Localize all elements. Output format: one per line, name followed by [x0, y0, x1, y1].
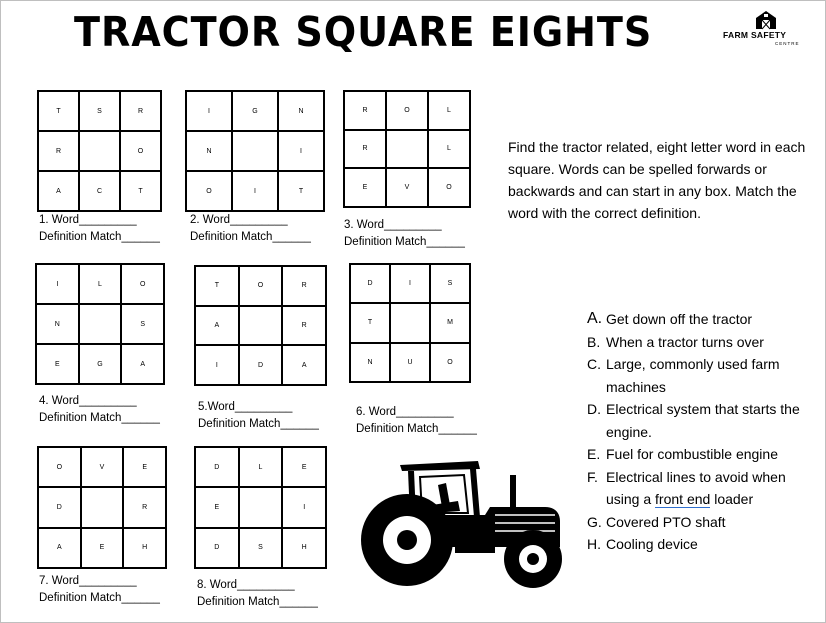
word-label: 3. Word	[344, 219, 385, 231]
grid-cell: A	[282, 345, 326, 385]
definition-text: Electrical system that starts the engine.	[606, 401, 800, 440]
logo-name: FARM SAFETY	[723, 30, 787, 40]
grid-cell: O	[186, 171, 232, 211]
definition-key: H.	[587, 536, 601, 552]
grid-cell: D	[38, 487, 81, 527]
word-label: 8. Word	[197, 579, 238, 591]
grid-cell: S	[239, 528, 283, 568]
match-label: Definition Match	[190, 231, 273, 243]
grid-cell: S	[121, 304, 164, 344]
definition-text-after: loader	[710, 491, 754, 507]
word-label: 6. Word	[356, 406, 397, 418]
definition-text: Fuel for combustible engine	[606, 446, 778, 462]
barn-icon	[753, 10, 779, 30]
grid-cell: G	[232, 91, 278, 131]
grid-cell: D	[239, 345, 283, 385]
definition-text: Covered PTO shaft	[606, 513, 726, 530]
grid-cell: I	[278, 131, 324, 171]
word-label: 1. Word	[39, 214, 80, 226]
answer-label-2[interactable]: 2. Word_________ Definition Match______	[190, 214, 311, 243]
grid-cell: T	[195, 266, 239, 306]
answer-label-5[interactable]: 5.Word_________ Definition Match______	[198, 401, 319, 430]
puzzle-grid-5	[194, 265, 327, 386]
definition-item	[587, 511, 822, 534]
grid-cell: A	[38, 528, 81, 568]
grid-cell: E	[282, 447, 326, 487]
logo-subtitle: CENTRE	[775, 41, 800, 46]
definition-key: B.	[587, 333, 601, 350]
definition-item	[587, 466, 822, 511]
definition-key: C.	[587, 356, 601, 372]
grid-cell: A	[121, 344, 164, 384]
spellcheck-underlined-text: front end	[655, 491, 711, 507]
definition-key: D.	[587, 401, 601, 417]
tractor-icon	[360, 455, 575, 590]
grid-cell: U	[390, 343, 430, 382]
definition-text-before: Electrical lines to avoid when using a	[606, 468, 786, 507]
grid-cell: R	[123, 487, 166, 527]
answer-label-7[interactable]: 7. Word_________ Definition Match______	[39, 575, 160, 604]
grid-cell: E	[81, 528, 124, 568]
grid-cell: H	[123, 528, 166, 568]
puzzle-grid-4	[35, 263, 165, 385]
grid-cell: L	[79, 264, 122, 304]
puzzle-grid-3	[343, 90, 471, 208]
grid-cell: M	[430, 303, 470, 342]
grid-cell: O	[386, 91, 428, 130]
grid-cell: L	[428, 130, 470, 169]
grid-cell: I	[390, 264, 430, 303]
grid-cell: S	[79, 91, 120, 131]
match-label: Definition Match	[39, 592, 122, 604]
grid-cell-blank	[386, 130, 428, 169]
definition-item	[587, 443, 822, 466]
definition-text: Cooling device	[606, 536, 698, 552]
grid-cell: T	[278, 171, 324, 211]
grid-cell: E	[36, 344, 79, 384]
match-label: Definition Match	[356, 423, 439, 435]
word-label: 7. Word	[39, 575, 80, 587]
answer-label-4[interactable]: 4. Word_________ Definition Match______	[39, 395, 160, 424]
answer-label-3[interactable]: 3. Word_________ Definition Match______	[344, 219, 465, 248]
page-title: TRACTOR SQUARE EIGHTS	[74, 8, 653, 56]
match-label: Definition Match	[198, 418, 281, 430]
puzzle-grid-7	[37, 446, 167, 569]
grid-cell: O	[239, 266, 283, 306]
match-label: Definition Match	[344, 236, 427, 248]
grid-cell: V	[81, 447, 124, 487]
grid-cell: G	[79, 344, 122, 384]
definition-text	[606, 466, 822, 511]
farm-safety-logo	[723, 10, 807, 50]
grid-cell: L	[428, 91, 470, 130]
grid-cell: I	[282, 487, 326, 527]
answer-label-8[interactable]: 8. Word_________ Definition Match______	[197, 579, 318, 608]
grid-cell-blank	[232, 131, 278, 171]
grid-cell: O	[428, 168, 470, 207]
grid-cell: O	[120, 131, 161, 171]
grid-cell: E	[123, 447, 166, 487]
grid-cell: E	[195, 487, 239, 527]
grid-cell: L	[239, 447, 283, 487]
puzzle-grid-1	[37, 90, 162, 212]
grid-cell: D	[195, 447, 239, 487]
answer-label-1[interactable]: 1. Word_________ Definition Match______	[39, 214, 160, 243]
grid-cell: A	[38, 171, 79, 211]
grid-cell: R	[282, 306, 326, 346]
definition-item	[587, 398, 822, 443]
instructions-text: Find the tractor related, eight letter word in each square. Words can be spelled forwards or backwards and can start in any box. Match the word with the correct definition.	[508, 139, 806, 221]
definition-item	[587, 308, 822, 331]
grid-cell-blank	[79, 304, 122, 344]
grid-cell: T	[120, 171, 161, 211]
grid-cell-blank	[79, 131, 120, 171]
match-label: Definition Match	[197, 596, 280, 608]
grid-cell: R	[120, 91, 161, 131]
definition-key: E.	[587, 446, 601, 462]
grid-cell: V	[386, 168, 428, 207]
grid-cell: N	[36, 304, 79, 344]
match-label: Definition Match	[39, 412, 122, 424]
grid-cell: D	[195, 528, 239, 568]
puzzle-grid-2	[185, 90, 325, 212]
grid-cell: I	[36, 264, 79, 304]
definition-text: Large, commonly used farm machines	[606, 356, 780, 395]
grid-cell: R	[38, 131, 79, 171]
grid-cell: I	[232, 171, 278, 211]
definition-item	[587, 353, 822, 398]
grid-cell: I	[195, 345, 239, 385]
grid-cell: N	[186, 131, 232, 171]
grid-cell-blank	[239, 487, 283, 527]
grid-cell: T	[350, 303, 390, 342]
word-label: 5.Word	[198, 401, 235, 413]
word-label: 4. Word	[39, 395, 80, 407]
grid-cell-blank	[81, 487, 124, 527]
grid-cell: D	[350, 264, 390, 303]
grid-cell: N	[350, 343, 390, 382]
definition-item	[587, 533, 822, 556]
grid-cell: O	[38, 447, 81, 487]
definitions-list	[587, 308, 822, 556]
definition-key: F.	[587, 468, 598, 485]
grid-cell-blank	[390, 303, 430, 342]
definition-key: G.	[587, 513, 602, 530]
grid-cell: H	[282, 528, 326, 568]
match-label: Definition Match	[39, 231, 122, 243]
grid-cell: T	[38, 91, 79, 131]
grid-cell-blank	[239, 306, 283, 346]
grid-cell: I	[186, 91, 232, 131]
grid-cell: A	[195, 306, 239, 346]
grid-cell: R	[344, 130, 386, 169]
word-label: 2. Word	[190, 214, 231, 226]
grid-cell: O	[121, 264, 164, 304]
definition-text: Get down off the tractor	[606, 311, 753, 327]
grid-cell: O	[430, 343, 470, 382]
puzzle-grid-6	[349, 263, 471, 383]
definition-key: A.	[587, 310, 603, 327]
grid-cell: R	[344, 91, 386, 130]
grid-cell: E	[344, 168, 386, 207]
definition-item	[587, 331, 822, 354]
grid-cell: C	[79, 171, 120, 211]
grid-cell: R	[282, 266, 326, 306]
definition-text: When a tractor turns over	[606, 333, 764, 350]
grid-cell: S	[430, 264, 470, 303]
answer-label-6[interactable]: 6. Word_________ Definition Match______	[356, 406, 477, 435]
puzzle-grid-8	[194, 446, 327, 569]
grid-cell: N	[278, 91, 324, 131]
